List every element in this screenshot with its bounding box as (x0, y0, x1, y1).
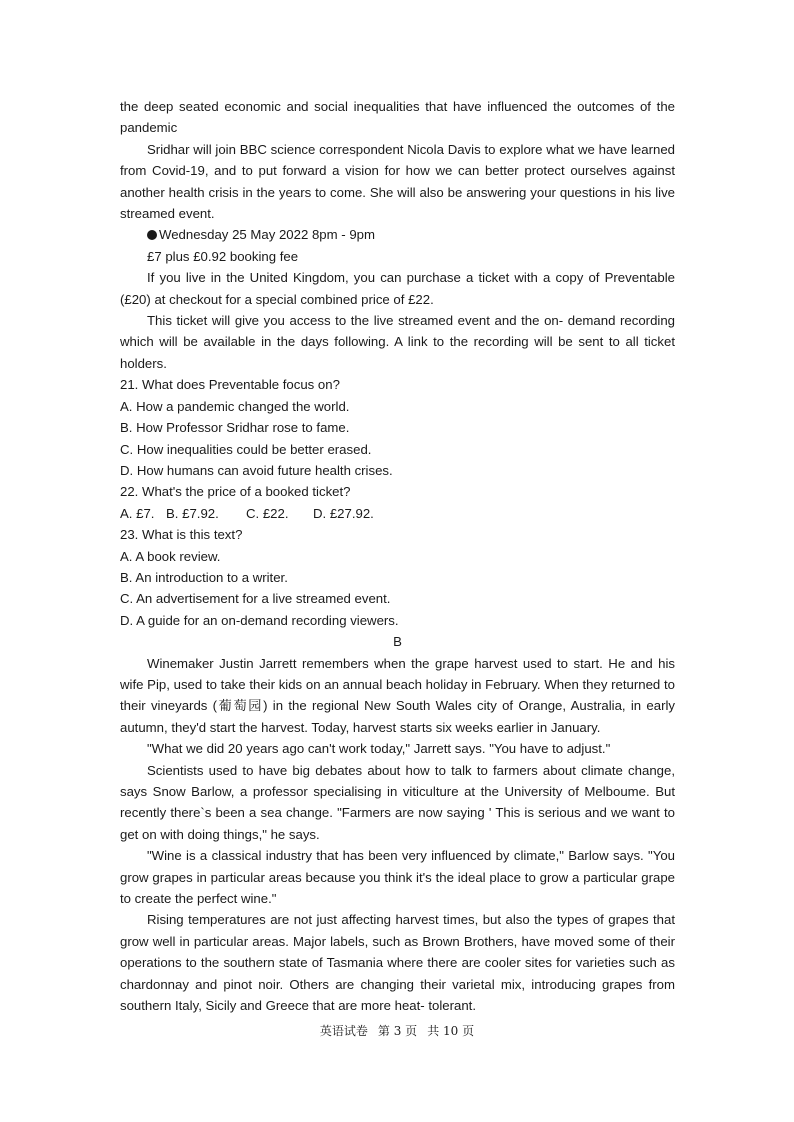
answer-option: D. How humans can avoid future health crises. (120, 462, 393, 478)
section-heading: B (393, 634, 402, 650)
answer-option: D. £27.92. (313, 505, 374, 521)
passage-b-paragraph: "What we did 20 years ago can't work today," Jarrett says. "You have to adjust." (147, 741, 611, 757)
answer-option: A. £7. (120, 505, 155, 521)
passage-a-paragraph: Sridhar will join BBC science correspondent Nicola Davis to explore what we have learned from Covid-19, and to put forward a vision for how we can better protect ourselves against another health crisis in the years to come. She will also be answering your questions in his live streamed event. (120, 141, 675, 222)
passage-b-paragraph: Rising temperatures are not just affecting harvest times, but also the types of grapes that grow well in particular areas. Major labels, such as Brown Brothers, have moved some of their operations to the southern state of Tasmania where there are cooler sites for varieties such as chardonnay and pinot noir. Others are changing their varietal mix, introducing grapes from southern Italy, Sicily and Greece that are more heat- tolerant. (120, 912, 675, 1014)
answer-option: B. £7.92. (166, 505, 219, 521)
answer-option: A. How a pandemic changed the world. (120, 398, 350, 414)
exam-page (120, 96, 675, 1016)
answer-option: B. An introduction to a writer. (120, 569, 288, 585)
footer-subject: 英语试卷 (319, 1024, 368, 1038)
answer-option: C. An advertisement for a live streamed event. (120, 591, 391, 607)
answer-option: C. £22. (246, 505, 289, 521)
passage-a-paragraph: If you live in the United Kingdom, you can purchase a ticket with a copy of Preventable (£20) at checkout for a special combined price of £22. (120, 270, 675, 307)
footer-page-number: 第 3 页 (377, 1024, 418, 1038)
passage-b-paragraph: "Wine is a classical industry that has been very influenced by climate," Barlow says. "You grow grapes in particular areas because you think it's the ideal place to grow a particular grape to create the perfect wine." (120, 848, 675, 907)
passage-a-paragraph: This ticket will give you access to the live streamed event and the on- demand recording which will be available in the days following. A link to the recording will be sent to all ticket holders. (120, 313, 675, 371)
answer-option: A. A book review. (120, 548, 221, 564)
passage-b-paragraph: Winemaker Justin Jarrett remembers when the grape harvest used to start. He and his wife Pip, used to take their kids on an annual beach holiday in February. When they returned to their vineyards (葡萄园) in the regional New South Wales city of Orange, Australia, in early autumn, they'd start the harvest. Today, harvest starts six weeks earlier in January. (120, 655, 675, 735)
footer-total-pages: 共 10 页 (427, 1024, 475, 1038)
answer-option: D. A guide for an on-demand recording viewers. (120, 612, 399, 628)
event-date-text: Wednesday 25 May 2022 8pm - 9pm (159, 227, 376, 243)
question-stem: 21. What does Preventable focus on? (120, 377, 340, 393)
passage-a-paragraph: the deep seated economic and social inequalities that have influenced the outcomes of the pandemic (120, 99, 675, 136)
passage-b-paragraph: Scientists used to have big debates about how to talk to farmers about climate change, says Snow Barlow, a professor specialising in viticulture at the University of Melboume. But recently there`s been a sea change. "Farmers are now saying ' This is serious and we want to get on with doing things," he says. (120, 762, 675, 842)
answer-option: B. How Professor Sridhar rose to fame. (120, 420, 350, 436)
ticket-price: £7 plus £0.92 booking fee (147, 248, 299, 264)
question-stem: 22. What's the price of a booked ticket? (120, 484, 351, 500)
page-footer (0, 1022, 794, 1039)
bullet-icon (147, 230, 157, 240)
answer-option: C. How inequalities could be better erased. (120, 441, 372, 457)
question-stem: 23. What is this text? (120, 527, 243, 543)
answer-options-row (120, 503, 675, 524)
event-date (120, 224, 675, 245)
